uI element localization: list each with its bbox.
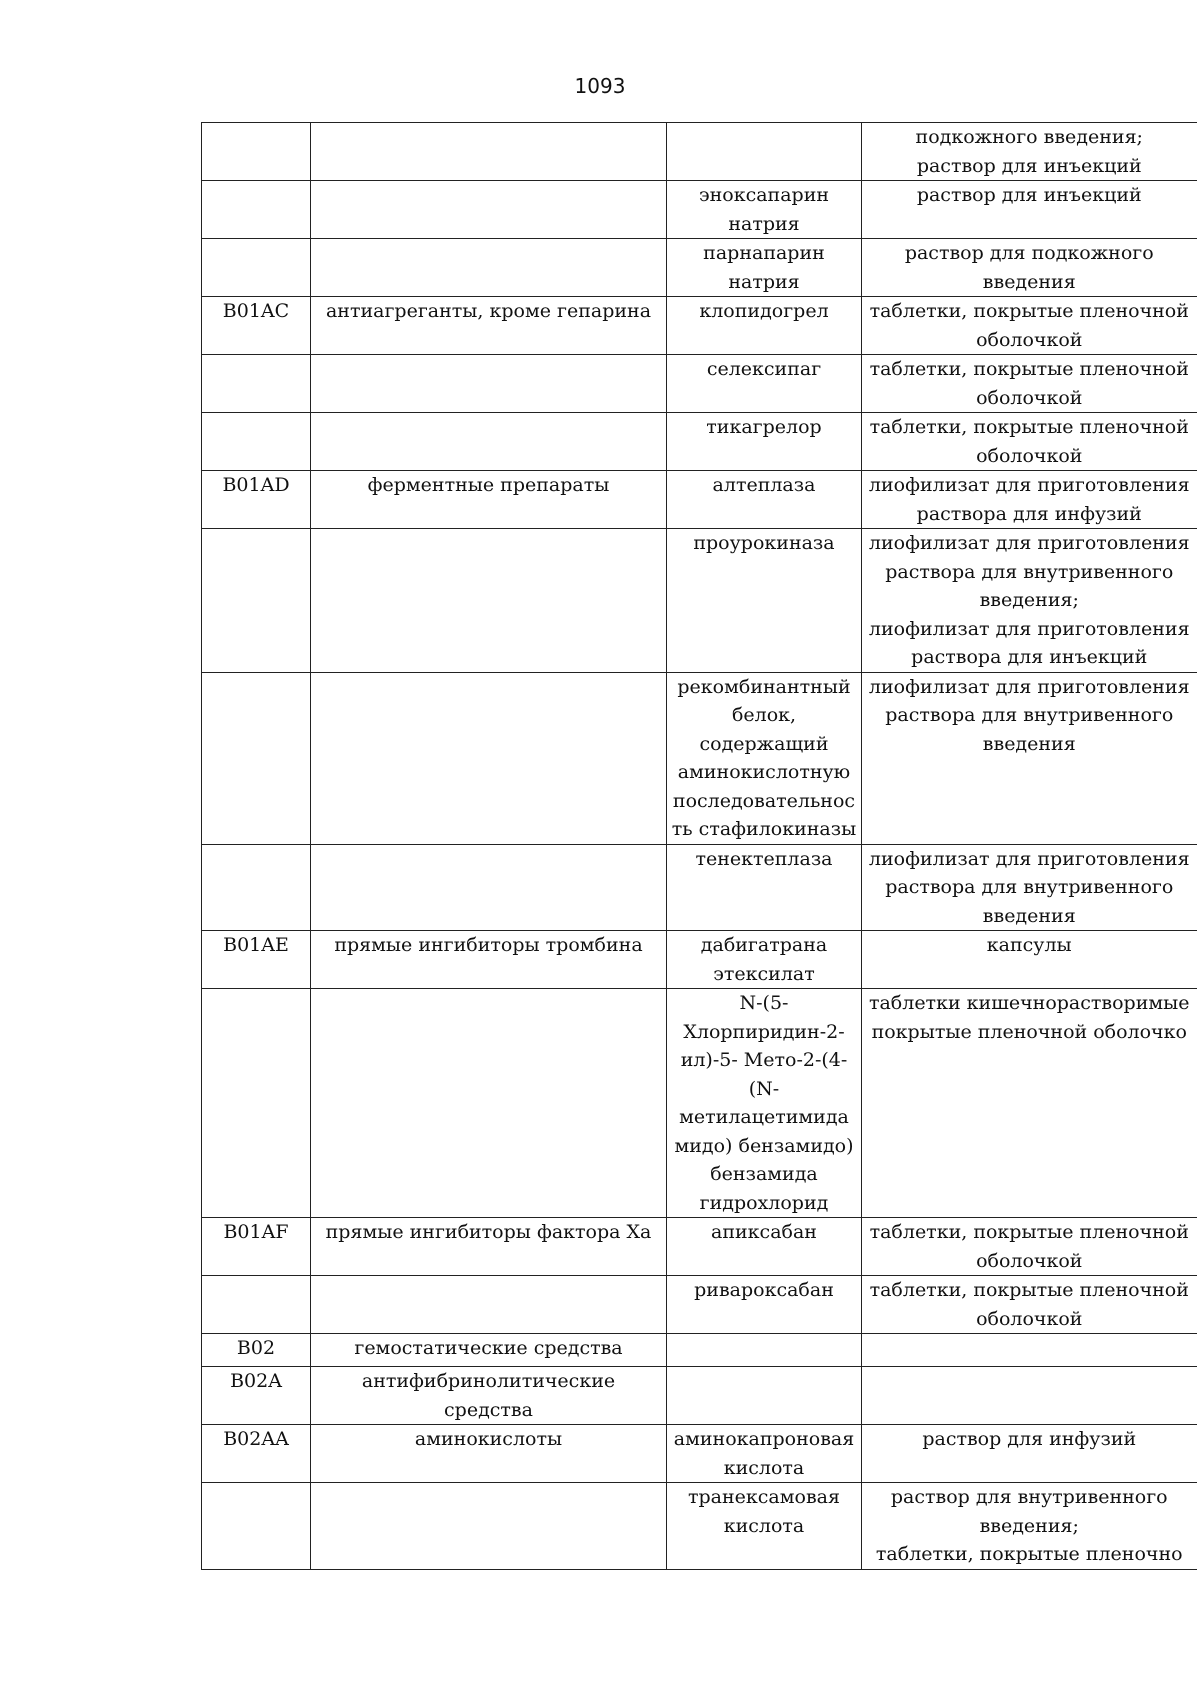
dosage-form-line: введения; (979, 1514, 1079, 1537)
table-row (202, 1334, 1197, 1367)
dosage-form-line: оболочкой (976, 328, 1083, 351)
dosage-form-line: введения (982, 270, 1076, 293)
atc-code-line: B01AC (222, 300, 290, 322)
dosage-form-line: введения; (979, 589, 1079, 611)
drug-name-cell (667, 1276, 862, 1334)
drug-name-line: последовательнос (672, 789, 856, 812)
atc-code-line: B01AE (223, 934, 289, 956)
group-name-cell (311, 413, 667, 471)
drug-name-line: содержащий (699, 732, 829, 755)
group-name-cell (311, 471, 667, 529)
dosage-form-cell (862, 239, 1197, 297)
drug-name-line: селексипаг (706, 358, 822, 380)
atc-code-cell (202, 1334, 311, 1367)
drug-name-line: проурокиназа (693, 532, 835, 554)
group-name-cell (311, 1483, 667, 1570)
dosage-form-line: введения (982, 732, 1076, 755)
drug-name-line: клопидогрел (699, 300, 829, 322)
drug-name-line: тикагрелор (706, 416, 822, 438)
dosage-form-cell (862, 529, 1197, 673)
table-row (202, 413, 1197, 471)
drug-name-line: ривароксабан (694, 1279, 834, 1301)
dosage-form-line: оболочкой (976, 1249, 1083, 1272)
group-name-cell (311, 931, 667, 989)
drug-name-line: кислота (723, 1456, 805, 1479)
dosage-form-cell (862, 471, 1197, 529)
group-name-line: аминокислоты (414, 1428, 563, 1450)
atc-code-cell (202, 1425, 311, 1483)
drug-name-line: натрия (728, 270, 800, 293)
atc-code-cell (202, 672, 311, 844)
atc-code-cell (202, 471, 311, 529)
dosage-form-line: лиофилизат для приготовления (868, 474, 1190, 496)
dosage-form-line: раствора для внутривенного (885, 876, 1174, 898)
dosage-form-line: лиофилизат для приготовления (868, 847, 1190, 870)
dosage-form-line: таблетки кишечнорастворимые (868, 992, 1190, 1014)
dosage-form-line: раствора для внутривенного (885, 704, 1174, 726)
dosage-form-cell (862, 355, 1197, 413)
dosage-form-line: таблетки, покрытые пленочной (869, 416, 1189, 438)
dosage-form-line: таблетки, покрытые пленочной (869, 1279, 1189, 1301)
drug-name-cell (667, 297, 862, 355)
dosage-form-line: раствора для внутривенного (885, 560, 1174, 583)
drug-name-line: бензамида (710, 1163, 818, 1185)
group-name-cell (311, 989, 667, 1218)
dosage-form-cell (862, 1276, 1197, 1334)
atc-code-cell (202, 413, 311, 471)
dosage-form-line: оболочкой (976, 386, 1083, 409)
drug-name-cell (667, 672, 862, 844)
drug-name-line: Хлорпиридин-2- (683, 1020, 845, 1043)
drug-name-line: ть стафилокиназы (671, 818, 857, 840)
dosage-form-line: оболочкой (976, 1307, 1083, 1330)
table-row (202, 1276, 1197, 1334)
group-name-cell (311, 1218, 667, 1276)
drug-name-cell (667, 239, 862, 297)
atc-code-cell (202, 1218, 311, 1276)
dosage-form-line: раствор для подкожного (904, 242, 1154, 264)
dosage-form-line: покрытые пленочной оболочко (871, 1020, 1187, 1043)
drug-name-line: кислота (723, 1514, 805, 1537)
drug-name-line: гидрохлорид (699, 1191, 829, 1214)
group-name-cell (311, 1367, 667, 1425)
drug-name-line: рекомбинантный (677, 675, 851, 698)
dosage-form-line: раствора для инфузий (916, 502, 1142, 525)
table-row (202, 989, 1197, 1218)
group-name-cell (311, 123, 667, 181)
drug-name-line: этексилат (713, 962, 815, 985)
atc-code-cell (202, 529, 311, 673)
drug-name-cell (667, 1425, 862, 1483)
atc-code-line: B02 (236, 1337, 276, 1359)
atc-code-line: B01AD (222, 474, 290, 496)
drug-name-cell (667, 529, 862, 673)
group-name-line: прямые ингибиторы тромбина (334, 934, 643, 956)
atc-code-cell (202, 181, 311, 239)
drug-name-line: метилацетимида (679, 1106, 849, 1128)
atc-code-cell (202, 1367, 311, 1425)
table-row (202, 1483, 1197, 1570)
drug-name-line: дабигатрана (700, 934, 828, 956)
dosage-form-line: таблетки, покрытые пленочной (869, 300, 1189, 322)
drug-name-cell (667, 1483, 862, 1570)
group-name-cell (311, 529, 667, 673)
page-number: 1093 (574, 74, 626, 98)
table-row (202, 672, 1197, 844)
dosage-form-line: раствор для инъекций (916, 184, 1142, 206)
group-name-cell (311, 239, 667, 297)
dosage-form-cell (862, 181, 1197, 239)
dosage-form-line: раствор для внутривенного (890, 1486, 1168, 1508)
atc-code-cell (202, 989, 311, 1218)
drug-name-cell (667, 355, 862, 413)
atc-code-cell (202, 355, 311, 413)
dosage-form-line: таблетки, покрытые пленочно (875, 1543, 1183, 1565)
atc-code-line: B02AA (223, 1428, 289, 1450)
table-row (202, 529, 1197, 673)
atc-code-cell (202, 1276, 311, 1334)
table-row (202, 1218, 1197, 1276)
table-row (202, 239, 1197, 297)
drug-list-table (201, 122, 1197, 1570)
drug-name-line: аминокислотную (677, 761, 851, 783)
drug-name-line: аминокапроновая (673, 1428, 855, 1450)
atc-code-cell (202, 239, 311, 297)
drug-name-line: (N- (748, 1077, 780, 1100)
drug-name-line: парнапарин (703, 242, 825, 264)
atc-code-cell (202, 123, 311, 181)
drug-name-cell (667, 471, 862, 529)
table-row (202, 1367, 1197, 1425)
dosage-form-cell (862, 1367, 1197, 1425)
dosage-form-cell (862, 989, 1197, 1218)
group-name-line: антиагреганты, кроме гепарина (325, 300, 652, 322)
drug-name-cell (667, 123, 862, 181)
dosage-form-line: раствор для инъекций (916, 154, 1142, 177)
drug-name-line: N-(5- (739, 992, 789, 1014)
group-name-cell (311, 1334, 667, 1367)
group-name-cell (311, 844, 667, 931)
group-name-cell (311, 297, 667, 355)
dosage-form-line: таблетки, покрытые пленочной (869, 358, 1189, 380)
drug-name-line: эноксапарин (698, 184, 830, 206)
dosage-form-line: лиофилизат для приготовления (868, 617, 1190, 640)
drug-name-cell (667, 989, 862, 1218)
dosage-form-cell (862, 844, 1197, 931)
dosage-form-line: раствор для инфузий (922, 1428, 1137, 1450)
table-row (202, 123, 1197, 181)
drug-name-line: транексамовая (688, 1486, 840, 1508)
drug-name-cell (667, 1367, 862, 1425)
group-name-cell (311, 181, 667, 239)
group-name-cell (311, 672, 667, 844)
table-row (202, 844, 1197, 931)
dosage-form-cell (862, 123, 1197, 181)
dosage-form-cell (862, 931, 1197, 989)
dosage-form-line: оболочкой (976, 444, 1083, 467)
drug-name-cell (667, 1334, 862, 1367)
table-row (202, 297, 1197, 355)
atc-code-cell (202, 1483, 311, 1570)
dosage-form-line: таблетки, покрытые пленочной (869, 1221, 1189, 1243)
group-name-cell (311, 1276, 667, 1334)
table-row (202, 181, 1197, 239)
atc-code-line: B02A (230, 1370, 282, 1392)
group-name-line: антифибринолитические (361, 1370, 616, 1392)
group-name-line: гемостатические средства (354, 1337, 623, 1359)
table-row (202, 1425, 1197, 1483)
atc-code-line: B01AF (223, 1221, 289, 1243)
drug-name-line: тенектеплаза (695, 847, 833, 870)
drug-name-cell (667, 844, 862, 931)
atc-code-cell (202, 297, 311, 355)
dosage-form-cell (862, 1334, 1197, 1367)
dosage-form-cell (862, 413, 1197, 471)
group-name-cell (311, 1425, 667, 1483)
drug-name-line: ил)-5- Метo-2-(4- (680, 1049, 848, 1071)
drug-name-cell (667, 931, 862, 989)
dosage-form-cell (862, 1483, 1197, 1570)
dosage-form-line: подкожного введения; (915, 126, 1143, 148)
table-row (202, 931, 1197, 989)
drug-name-line: натрия (728, 212, 800, 235)
dosage-form-line: лиофилизат для приготовления (868, 675, 1190, 698)
dosage-form-line: капсулы (986, 934, 1072, 956)
drug-name-line: апиксабан (711, 1221, 817, 1243)
drug-name-cell (667, 181, 862, 239)
dosage-form-line: введения (982, 904, 1076, 927)
drug-name-line: мидо) бензамидо) (674, 1134, 854, 1157)
group-name-line: ферментные препараты (367, 474, 610, 496)
dosage-form-cell (862, 1218, 1197, 1276)
atc-code-cell (202, 844, 311, 931)
table-row (202, 355, 1197, 413)
dosage-form-cell (862, 1425, 1197, 1483)
dosage-form-cell (862, 672, 1197, 844)
drug-name-cell (667, 1218, 862, 1276)
drug-name-cell (667, 413, 862, 471)
table-row (202, 471, 1197, 529)
atc-code-cell (202, 931, 311, 989)
drug-name-line: белок, (731, 704, 797, 726)
group-name-line: средства (444, 1398, 533, 1421)
group-name-cell (311, 355, 667, 413)
drug-name-line: алтеплаза (712, 474, 816, 496)
dosage-form-line: раствора для инъекций (911, 646, 1148, 668)
dosage-form-cell (862, 297, 1197, 355)
group-name-line: прямые ингибиторы фактора Xa (325, 1221, 652, 1243)
dosage-form-line: лиофилизат для приготовления (868, 532, 1190, 554)
